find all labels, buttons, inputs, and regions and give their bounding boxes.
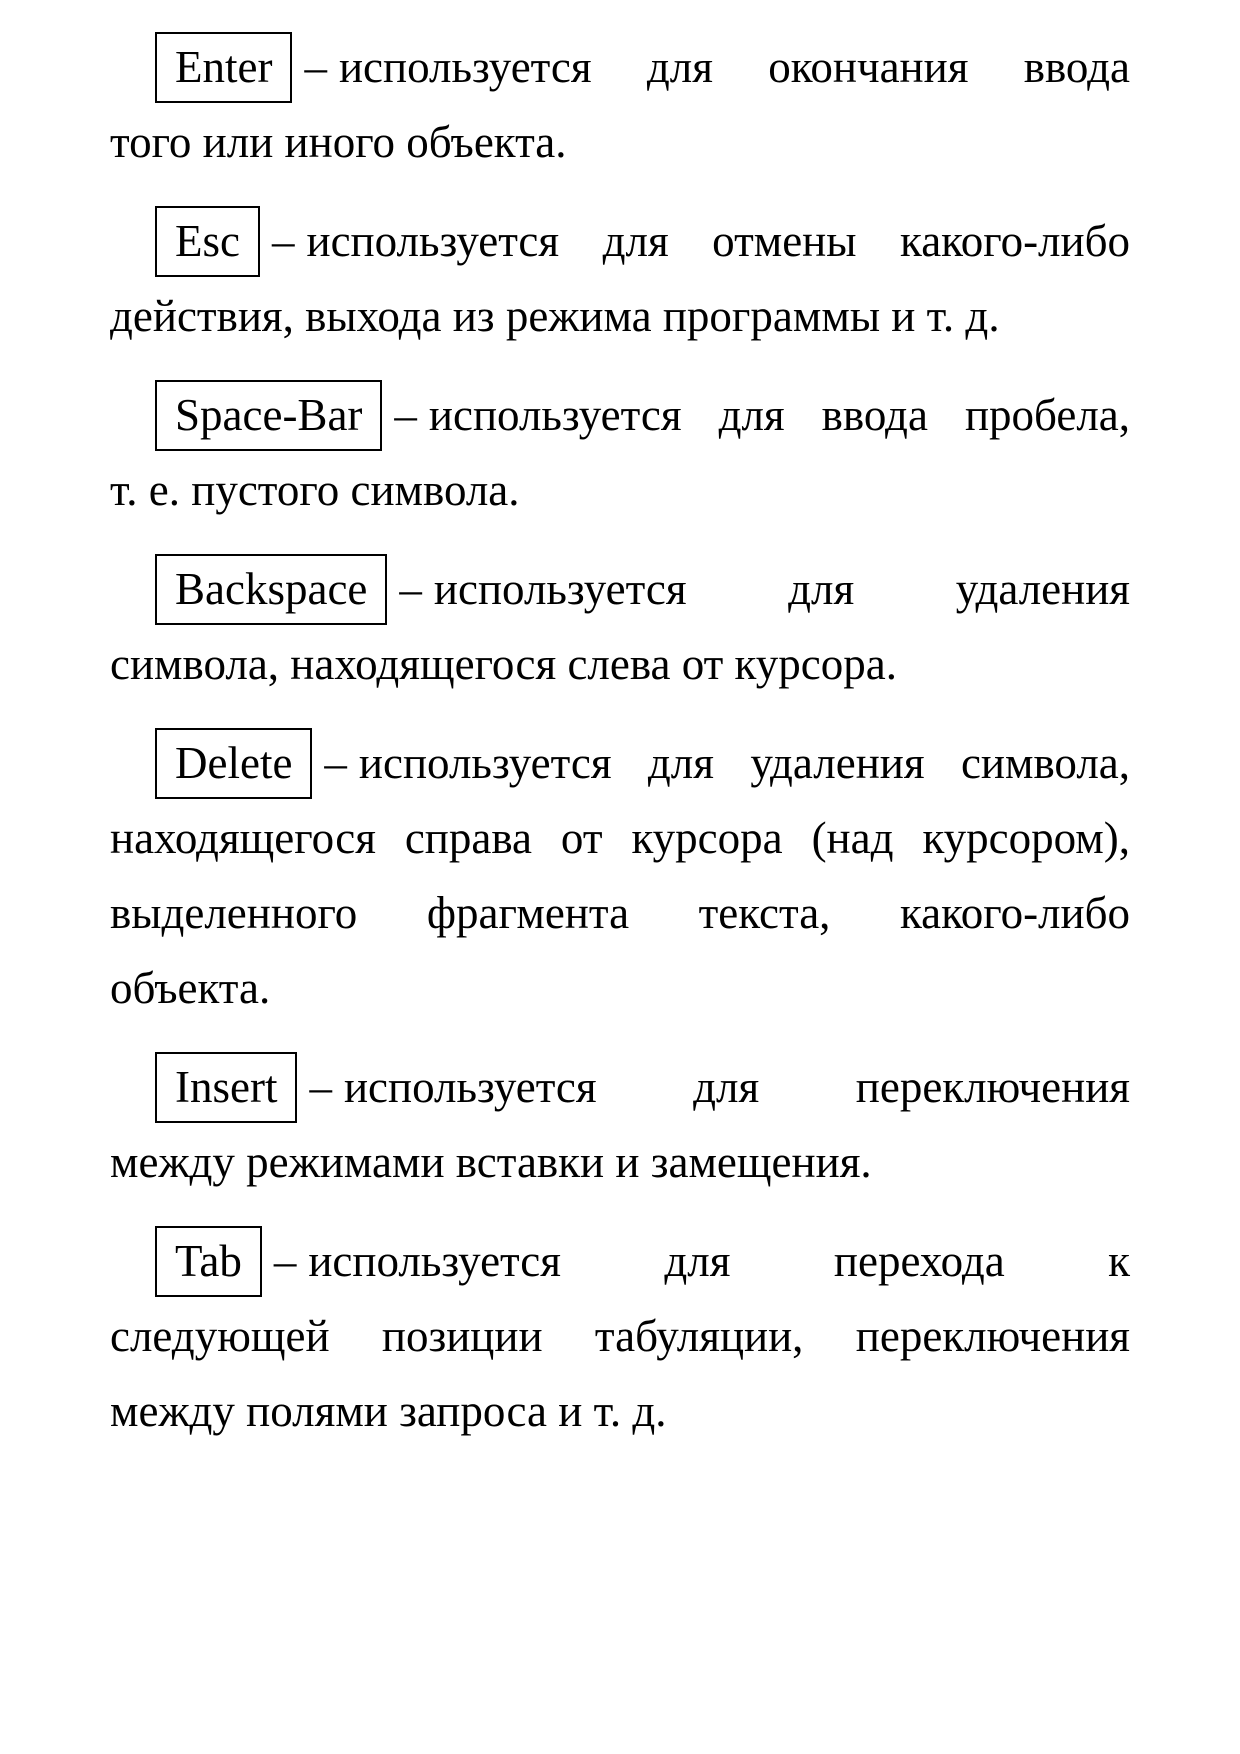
description-line: символа, находящегося слева от курсора.: [110, 639, 897, 689]
description-line: объекта.: [110, 963, 271, 1013]
description-line: т. е. пустого символа.: [110, 465, 520, 515]
dash-separator: –: [309, 1062, 332, 1112]
description-line: используется для удаления символа,: [358, 738, 1130, 788]
dash-separator: –: [394, 390, 417, 440]
entry-backspace-first-line: [110, 552, 1130, 627]
entry-enter-first-line: [110, 30, 1130, 105]
key-cap-space-bar: Space-Bar: [155, 380, 382, 451]
description-line: между режимами вставки и замещения.: [110, 1137, 872, 1187]
description-line: используется для отмены какого-либо: [306, 216, 1130, 266]
description-line: используется для ввода пробела,: [428, 390, 1130, 440]
description-line: того или иного объекта.: [110, 117, 567, 167]
description-line: используется для перехода к: [308, 1236, 1130, 1286]
entry-space-bar-first-line: [110, 378, 1130, 453]
key-cap-insert: Insert: [155, 1052, 297, 1123]
document-page: [110, 30, 1130, 1449]
description-line: выделенного фрагмента текста, какого-либо: [110, 888, 1130, 938]
dash-separator: –: [399, 564, 422, 614]
description-line: используется для окончания ввода: [338, 42, 1130, 92]
dash-separator: –: [271, 216, 295, 266]
entry-esc: [110, 204, 1130, 354]
entry-tab: [110, 1224, 1130, 1449]
key-cap-backspace: Backspace: [155, 554, 387, 625]
description-line: находящегося справа от курсора (над курсором),: [110, 813, 1130, 863]
dash-separator: –: [304, 42, 327, 92]
entry-delete: [110, 726, 1130, 1026]
dash-separator: –: [273, 1236, 297, 1286]
key-cap-esc: Esc: [155, 206, 260, 277]
entry-enter: [110, 30, 1130, 180]
entry-backspace: [110, 552, 1130, 702]
entry-tab-first-line: [110, 1224, 1130, 1299]
entry-esc-first-line: [110, 204, 1130, 279]
description-line: следующей позиции табуляции, переключения: [110, 1311, 1130, 1361]
entry-delete-first-line: [110, 726, 1130, 801]
description-line: действия, выхода из режима программы и т. д.: [110, 291, 1000, 341]
dash-separator: –: [324, 738, 347, 788]
key-cap-delete: Delete: [155, 728, 312, 799]
key-cap-tab: Tab: [155, 1226, 262, 1297]
entry-insert-first-line: [110, 1050, 1130, 1125]
entry-space-bar: [110, 378, 1130, 528]
description-line: используется для переключения: [343, 1062, 1130, 1112]
description-line: используется для удаления: [433, 564, 1130, 614]
key-cap-enter: Enter: [155, 32, 292, 103]
description-line: между полями запроса и т. д.: [110, 1386, 667, 1436]
entry-insert: [110, 1050, 1130, 1200]
